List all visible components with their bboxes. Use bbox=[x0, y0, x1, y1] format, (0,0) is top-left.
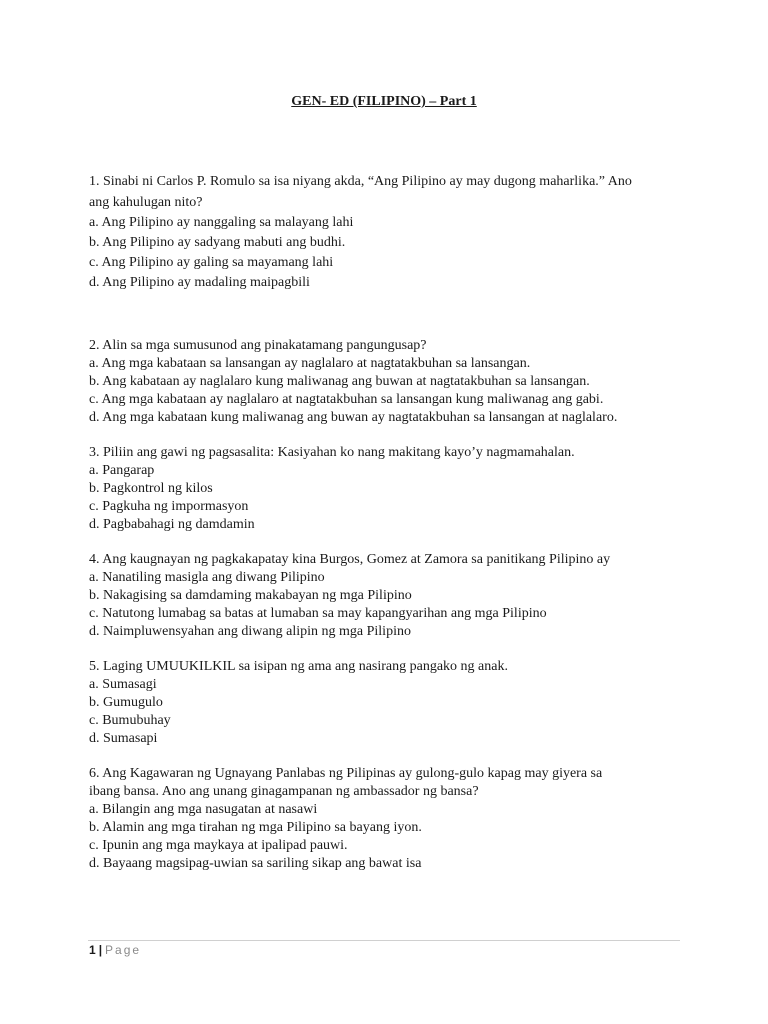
question-4 bbox=[89, 551, 689, 641]
footer-divider bbox=[88, 940, 680, 941]
question-2-option-d: d. Ang mga kabataan kung maliwanag ang buwan ay nagtatakbuhan sa lansangan at naglalaro. bbox=[89, 410, 618, 425]
page-number: 1 bbox=[89, 943, 96, 957]
question-6-option-c: c. Ipunin ang mga maykaya at ipalipad pauwi. bbox=[89, 838, 348, 853]
page-separator: | bbox=[98, 943, 103, 957]
question-1 bbox=[89, 171, 689, 293]
question-4-option-a: a. Nanatiling masigla ang diwang Pilipino bbox=[89, 570, 325, 585]
page-label: Page bbox=[105, 943, 142, 957]
question-6-text-line-2: ibang bansa. Ano ang unang ginagampanan ng ambassador ng bansa? bbox=[89, 784, 479, 799]
question-3-option-a: a. Pangarap bbox=[89, 463, 155, 478]
question-1-text-line-1: 1. Sinabi ni Carlos P. Romulo sa isa niyang akda, “Ang Pilipino ay may dugong maharlika.” Ano bbox=[89, 174, 632, 189]
question-1-option-c: c. Ang Pilipino ay galing sa mayamang lahi bbox=[89, 255, 334, 270]
question-5-text: 5. Laging UMUUKILKIL sa isipan ng ama ang nasirang pangako ng anak. bbox=[89, 659, 508, 674]
question-3-option-d: d. Pagbabahagi ng damdamin bbox=[89, 517, 255, 532]
question-2-option-b: b. Ang kabataan ay naglalaro kung maliwanag ang buwan at nagtatakbuhan sa lansangan. bbox=[89, 374, 590, 389]
question-3-text: 3. Piliin ang gawi ng pagsasalita: Kasiyahan ko nang makitang kayo’y nagmamahalan. bbox=[89, 445, 575, 460]
question-5-option-a: a. Sumasagi bbox=[89, 677, 157, 692]
question-1-option-d: d. Ang Pilipino ay madaling maipagbili bbox=[89, 275, 310, 290]
question-6-option-a: a. Bilangin ang mga nasugatan at nasawi bbox=[89, 802, 318, 817]
question-4-option-c: c. Natutong lumabag sa batas at lumaban sa may kapangyarihan ang mga Pilipino bbox=[89, 606, 547, 621]
question-2-option-c: c. Ang mga kabataan ay naglalaro at nagtatakbuhan sa lansangan kung maliwanag ang gabi. bbox=[89, 392, 604, 407]
question-1-option-a: a. Ang Pilipino ay nanggaling sa malayang lahi bbox=[89, 215, 354, 230]
question-6 bbox=[89, 765, 689, 873]
question-4-option-d: d. Naimpluwensyahan ang diwang alipin ng mga Pilipino bbox=[89, 624, 411, 639]
document-title: GEN- ED (FILIPINO) – Part 1 bbox=[291, 94, 477, 109]
question-3-option-c: c. Pagkuha ng impormasyon bbox=[89, 499, 249, 514]
question-6-text-line-1: 6. Ang Kagawaran ng Ugnayang Panlabas ng Pilipinas ay gulong-gulo kapag may giyera sa bbox=[89, 766, 603, 781]
question-1-option-b: b. Ang Pilipino ay sadyang mabuti ang budhi. bbox=[89, 235, 346, 250]
question-1-text-line-2: ang kahulugan nito? bbox=[89, 195, 203, 210]
question-5 bbox=[89, 658, 689, 748]
question-5-option-d: d. Sumasapi bbox=[89, 731, 158, 746]
question-3-option-b: b. Pagkontrol ng kilos bbox=[89, 481, 213, 496]
question-2-text: 2. Alin sa mga sumusunod ang pinakatamang pangungusap? bbox=[89, 338, 427, 353]
question-4-text: 4. Ang kaugnayan ng pagkakapatay kina Burgos, Gomez at Zamora sa panitikang Pilipino ay bbox=[89, 552, 611, 567]
question-list bbox=[89, 171, 689, 873]
question-2-option-a: a. Ang mga kabataan sa lansangan ay naglalaro at nagtatakbuhan sa lansangan. bbox=[89, 356, 531, 371]
question-2 bbox=[89, 337, 689, 427]
question-4-option-b: b. Nakagising sa damdaming makabayan ng mga Pilipino bbox=[89, 588, 412, 603]
question-6-option-b: b. Alamin ang mga tirahan ng mga Pilipino sa bayang iyon. bbox=[89, 820, 422, 835]
page-footer bbox=[89, 943, 141, 957]
question-5-option-c: c. Bumubuhay bbox=[89, 713, 171, 728]
question-3 bbox=[89, 444, 689, 534]
question-6-option-d: d. Bayaang magsipag-uwian sa sariling sikap ang bawat isa bbox=[89, 856, 422, 871]
question-5-option-b: b. Gumugulo bbox=[89, 695, 163, 710]
